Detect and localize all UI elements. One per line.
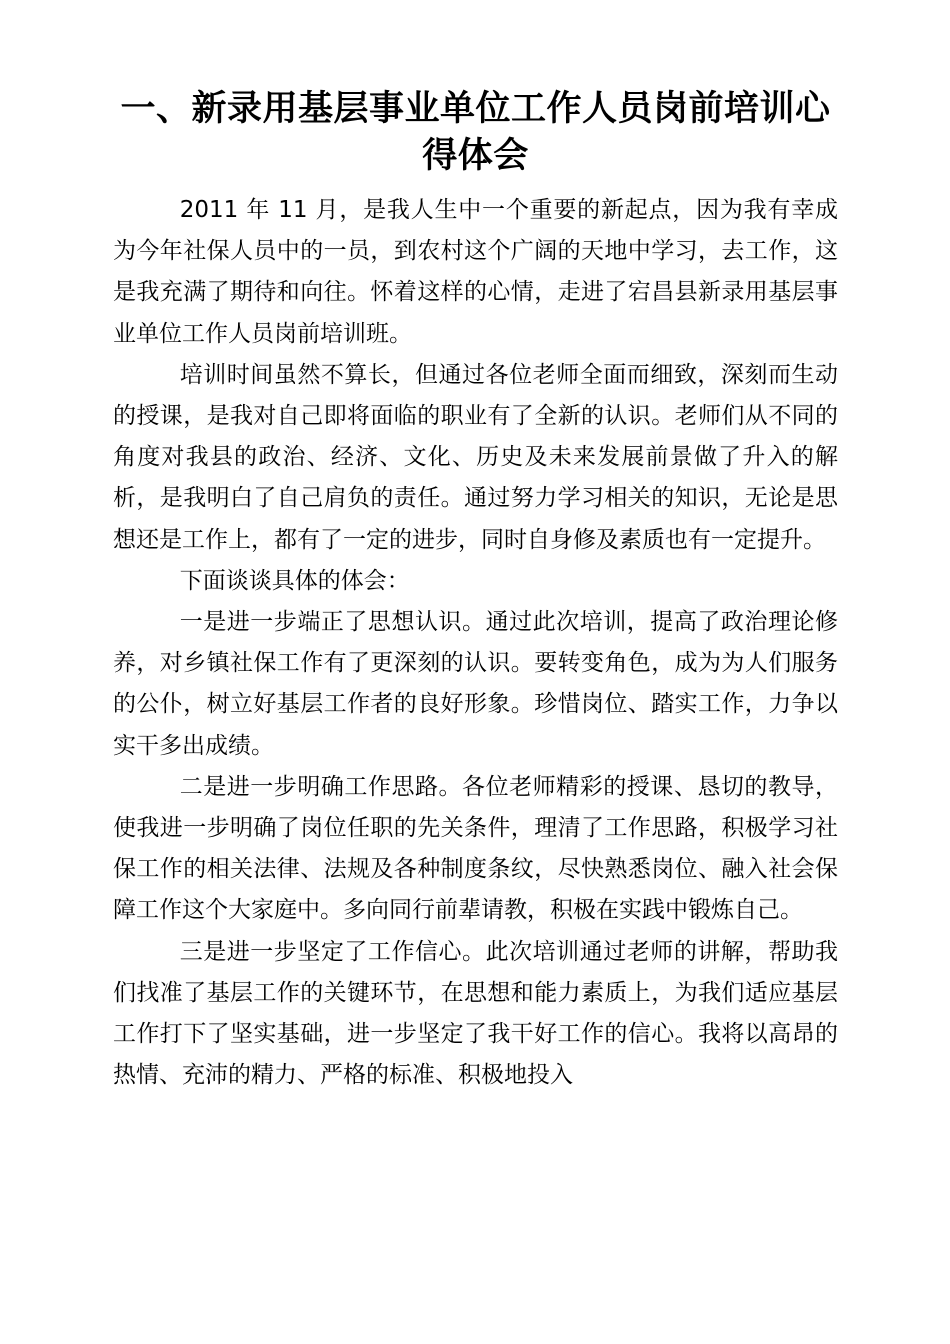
document-title: 一、新录用基层事业单位工作人员岗前培训心得体会: [120, 89, 831, 176]
paragraph: 2011 年 11 月，是我人生中一个重要的新起点，因为我有幸成为今年社保人员中的一员，到农村这个广阔的天地中学习，去工作，这是我充满了期待和向往。怀着这样的心情，走进了宕昌县新录用基层事业单位工作人员岗前培训班。: [113, 197, 838, 347]
paragraph: 培训时间虽然不算长，但通过各位老师全面而细致，深刻而生动的授课，是我对自己即将面临的职业有了全新的认识。老师们从不同的角度对我县的政治、经济、文化、历史及未来发展前景做了升入的解析，是我明白了自己肩负的责任。通过努力学习相关的知识，无论是思想还是工作上，都有了一定的进步，同时自身修及素质也有一定提升。: [113, 361, 838, 553]
paragraph: 二是进一步明确工作思路。各位老师精彩的授课、恳切的教导，使我进一步明确了岗位任职的先关条件，理清了工作思路，积极学习社保工作的相关法律、法规及各种制度条纹，尽快熟悉岗位、融入社会保障工作这个大家庭中。多向同行前辈请教，积极在实践中锻炼自己。: [113, 773, 838, 924]
paragraph: 一是进一步端正了思想认识。通过此次培训，提高了政治理论修养，对乡镇社保工作有了更深刻的认识。要转变角色，成为为人们服务的公仆，树立好基层工作者的良好形象。珍惜岗位、踏实工作，力争以实干多出成绩。: [113, 609, 838, 759]
paragraph: 三是进一步坚定了工作信心。此次培训通过老师的讲解，帮助我们找准了基层工作的关键环节，在思想和能力素质上，为我们适应基层工作打下了坚实基础，进一步坚定了我干好工作的信心。我将以高昂的热情、充沛的精力、严格的标准、积极地投入: [113, 938, 838, 1089]
document-body: [113, 190, 838, 1096]
paragraph: 下面谈谈具体的体会：: [179, 567, 410, 594]
